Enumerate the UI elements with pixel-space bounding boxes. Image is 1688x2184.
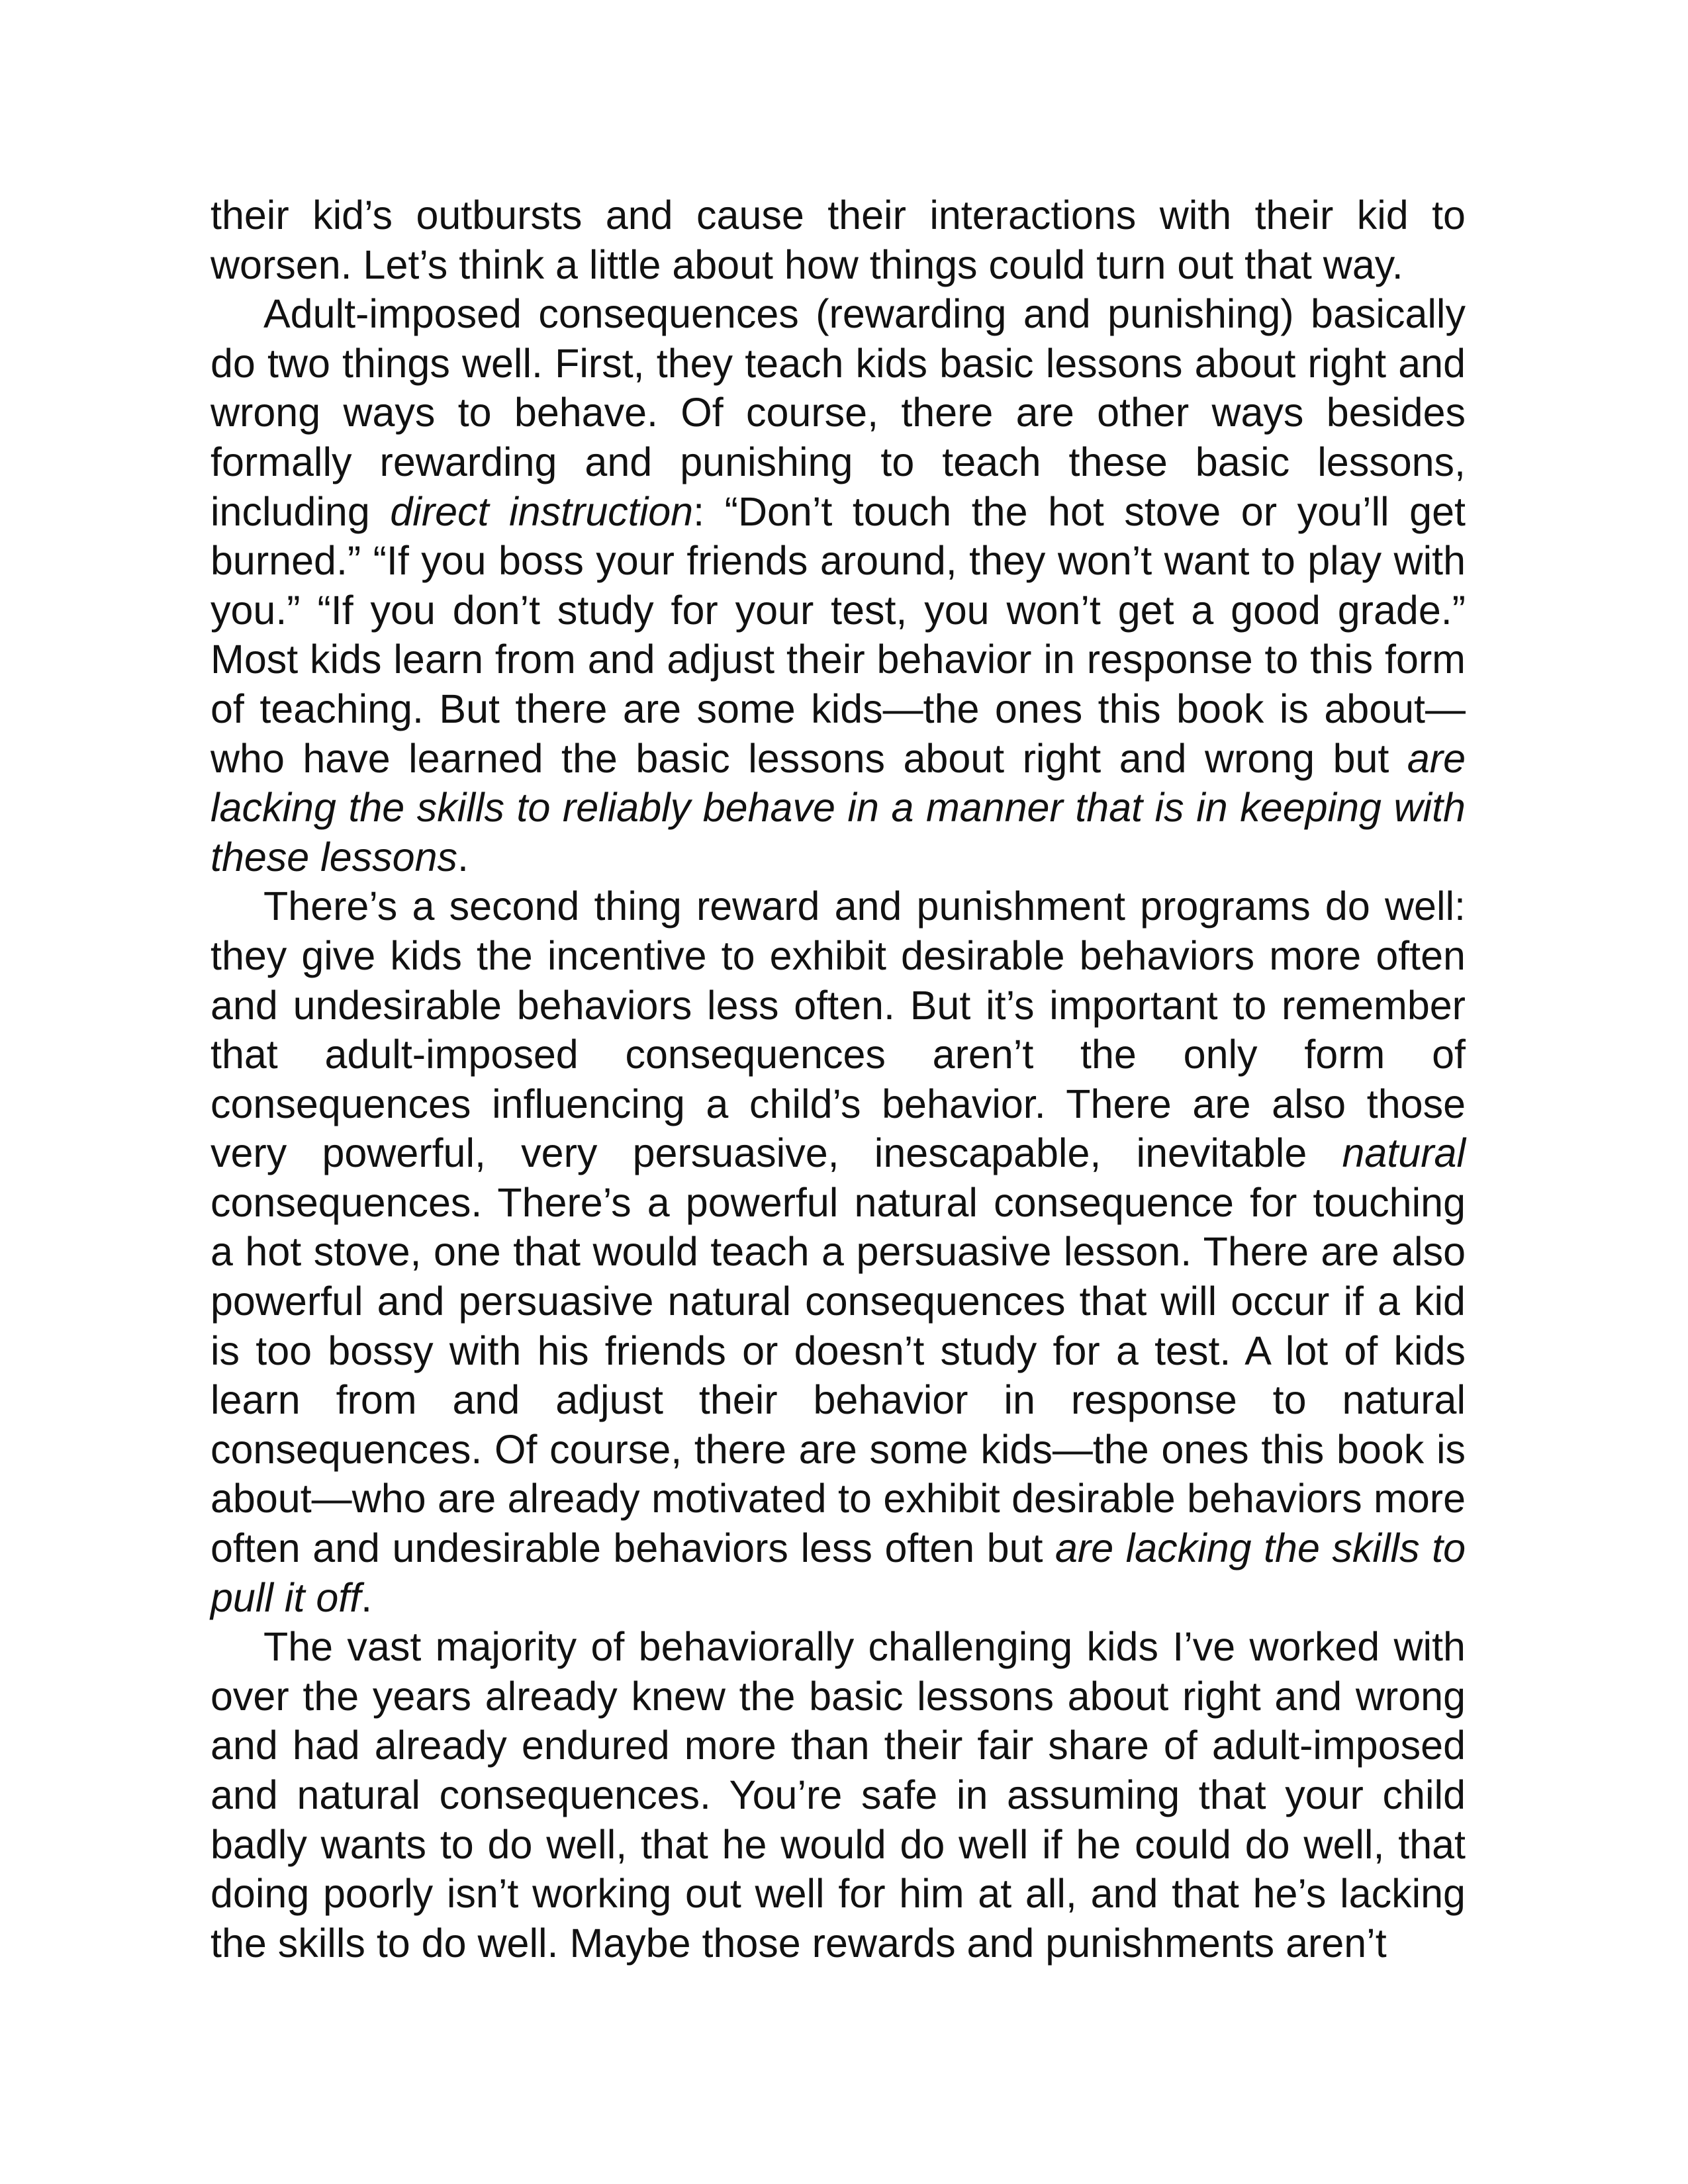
paragraph-1	[211, 191, 1466, 289]
paragraph-2-emphasis-lacking-skills: are lacking the skills to reliably behave in a manner that is in keeping with these lessons	[211, 735, 1466, 880]
paragraph-2-emphasis-direct-instruction: direct instruction	[390, 488, 694, 534]
paragraph-3-text-a: There’s a second thing reward and punishment programs do well: they give kids the incentive to exhibit desirable behaviors more often and undesirable behaviors less often. But it’s important to remember that adult-imposed consequences aren’t the only form of consequences influencing a child’s behavior. There are also those very powerful, very persuasive, inescapable, inevitable	[211, 884, 1466, 1176]
paragraph-2-text-b: : “Don’t touch the hot stove or you’ll get burned.” “If you boss your friends around, they won’t want to play with you.” “If you don’t study for your test, you won’t get a good grade.” Most kids learn from and adjust their behavior in response to this form of teaching. But there are some kids—the ones this book is about—who have learned the basic lessons about right and wrong but	[211, 488, 1466, 781]
paragraph-4-text: The vast majority of behaviorally challenging kids I’ve worked with over the years already knew the basic lessons about right and wrong and had already endured more than their fair share of adult-imposed and natural consequences. You’re safe in assuming that your child badly wants to do well, that he would do well if he could do well, that doing poorly isn’t working out well for him at all, and that he’s lacking the skills to do well. Maybe those rewards and punishments aren’t	[211, 1624, 1466, 1966]
paragraph-3-text-c: .	[361, 1574, 373, 1620]
paragraph-3-emphasis-natural: natural	[1342, 1130, 1466, 1176]
paragraph-3-emphasis-lacking-skills: are lacking the skills to pull it off	[211, 1525, 1466, 1620]
paragraph-4	[211, 1622, 1466, 1968]
paragraph-3-text-b: consequences. There’s a powerful natural consequence for touching a hot stove, one that would teach a persuasive lesson. There are also powerful and persuasive natural consequences that will occur if a kid is too bossy with his friends or doesn’t study for a test. A lot of kids learn from and adjust their behavior in response to natural consequences. Of course, there are some kids—the ones this book is about—who are already motivated to exhibit desirable behaviors more often and undesirable behaviors less often but	[211, 1179, 1466, 1571]
paragraph-1-text: their kid’s outbursts and cause their interactions with their kid to worsen. Let’s think a little about how things could turn out that way.	[211, 193, 1466, 287]
paragraph-2-text-a: Adult-imposed consequences (rewarding and punishing) basically do two things well. First, they teach kids basic lessons about right and wrong ways to behave. Of course, there are other ways besides formally rewarding and punishing to teach these basic lessons, including	[211, 291, 1466, 534]
paragraph-3	[211, 882, 1466, 1622]
paragraph-2	[211, 289, 1466, 882]
book-page	[211, 191, 1466, 1968]
paragraph-2-text-c: .	[457, 834, 469, 880]
